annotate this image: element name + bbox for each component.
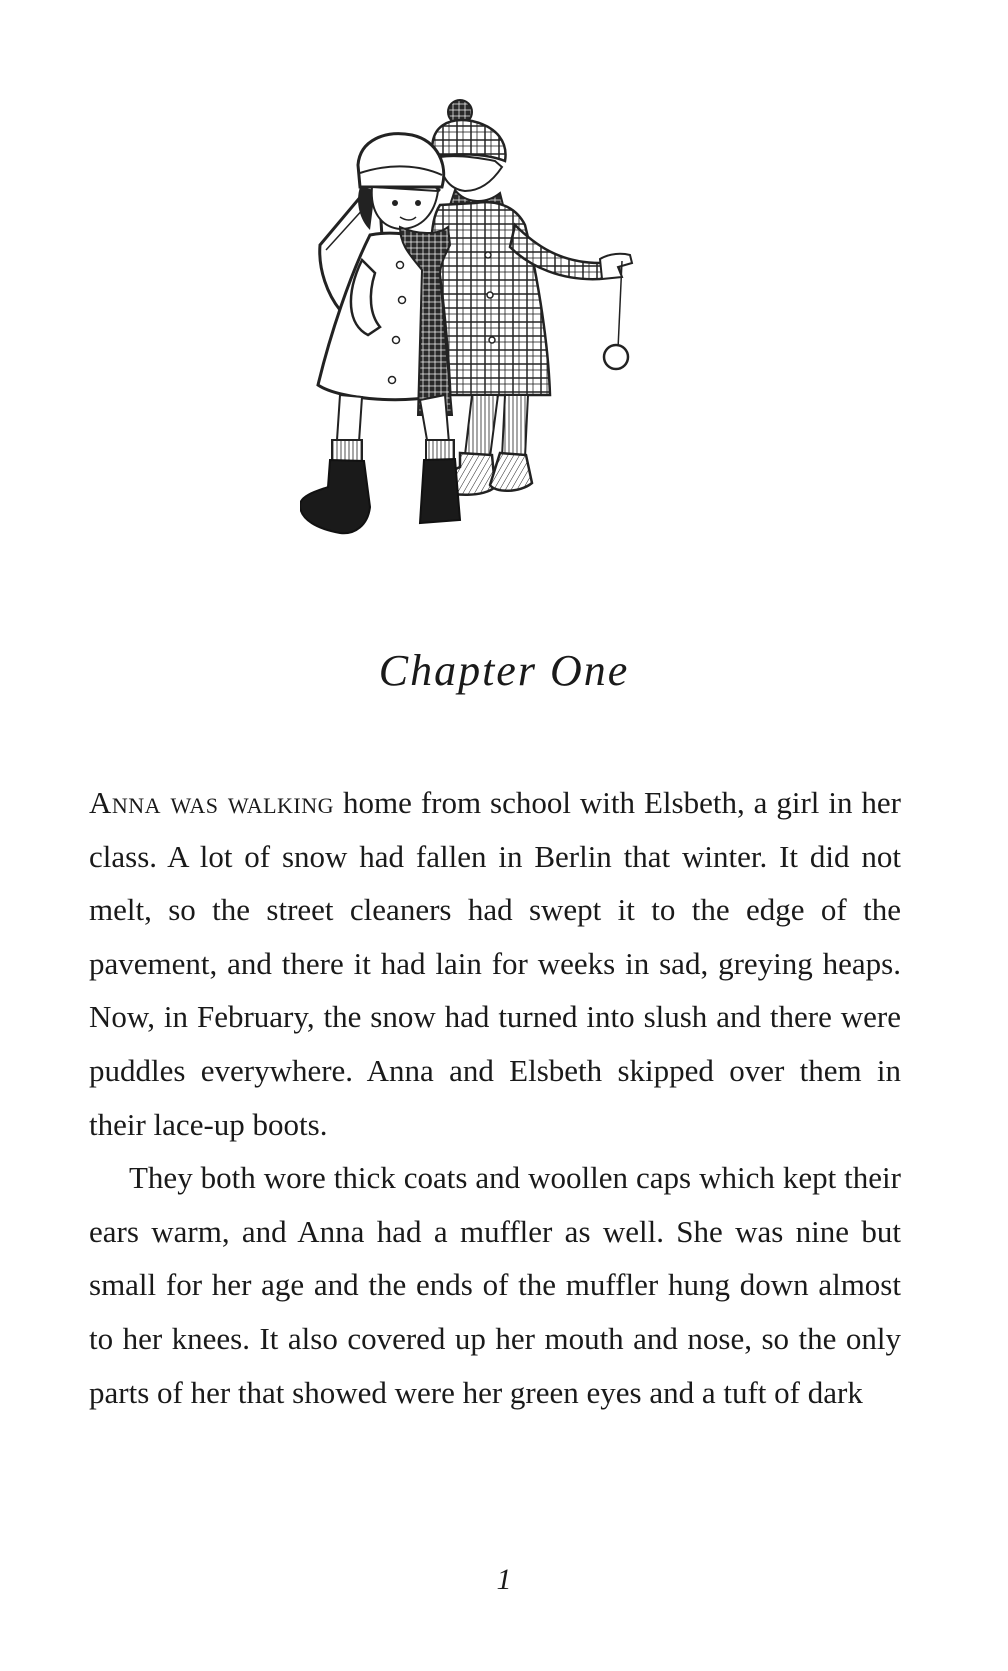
paragraph-2: They both wore thick coats and woollen caps which kept their ears warm, and Anna had a muffler as well. She was nine but small for her age and the ends of the muffler hung down almost to her knees. It also covered up her mouth and nose, so the only parts of her that showed were her green eyes and a tuft of dark: [89, 1160, 901, 1410]
anna-figure: [300, 134, 460, 534]
chapter-body-text: [89, 776, 901, 1419]
opening-smallcaps: Anna was walking: [89, 785, 335, 820]
paragraph-1: [89, 776, 901, 1151]
paragraph-1-rest: home from school with Elsbeth, a girl in her class. A lot of snow had fallen in Berlin that winter. It did not melt, so the street cleaners had swept it to the edge of the pavement, and there it had lain for weeks in sad, greying heaps. Now, in February, the snow had turned into slush and there were puddles everywhere. Anna and Elsbeth skipped over them in their lace-up boots.: [89, 785, 901, 1142]
two-girls-walking-illustration: [300, 95, 700, 585]
page-number: 1: [496, 1563, 512, 1596]
elsbeth-figure: [431, 100, 632, 495]
chapter-title: Chapter One: [378, 646, 630, 695]
